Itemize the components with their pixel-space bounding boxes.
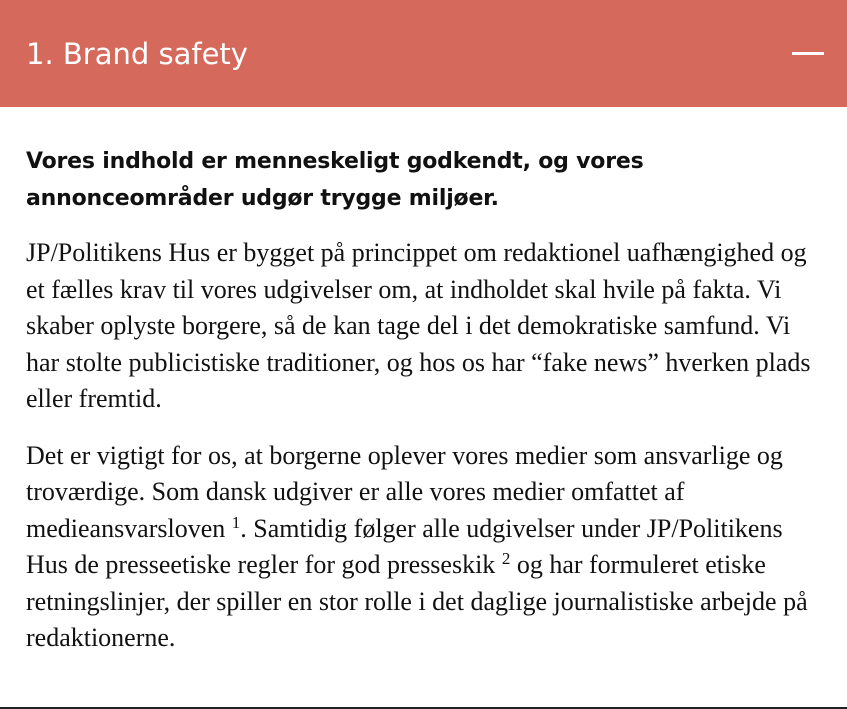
footnote-ref-1[interactable]: 1 — [231, 512, 241, 532]
accordion-title: 1. Brand safety — [26, 36, 248, 71]
accordion-header[interactable] — [0, 0, 847, 107]
paragraph-2-text-3: og har formuleret etiske retningslinjer, der spiller en stor rolle i det daglige journalistiske arbejde på redaktionerne. — [26, 550, 808, 652]
footnote-ref-2[interactable]: 2 — [501, 549, 511, 568]
paragraph-2-text-1: Det er vigtigt for os, at borgerne oplever vores medier som ansvarlige og troværdige. Som dansk udgiver er alle vores medier omfattet af medieansvarsloven — [26, 440, 783, 543]
accordion-body — [0, 107, 847, 657]
minus-icon[interactable] — [791, 37, 825, 71]
paragraph-2-text-2: . Samtidig følger alle udgivelser under JP/Politikens Hus de presseetiske regler for god presseskik — [26, 513, 783, 579]
paragraph-2 — [26, 438, 821, 657]
lead-text: Vores indhold er menneskeligt godkendt, og vores annonceområder udgør trygge miljøer. — [26, 149, 644, 211]
paragraph-1: JP/Politikens Hus er bygget på princippet om redaktionel uafhængighed og et fælles krav til vores udgivelser om, at indholdet skal hvile på fakta. Vi skaber oplyste borgere, så de kan tage del i det demokratiske samfund. Vi har stolte publicistiske traditioner, og hos os har “fake news” hverken plads eller fremtid. — [26, 238, 811, 413]
